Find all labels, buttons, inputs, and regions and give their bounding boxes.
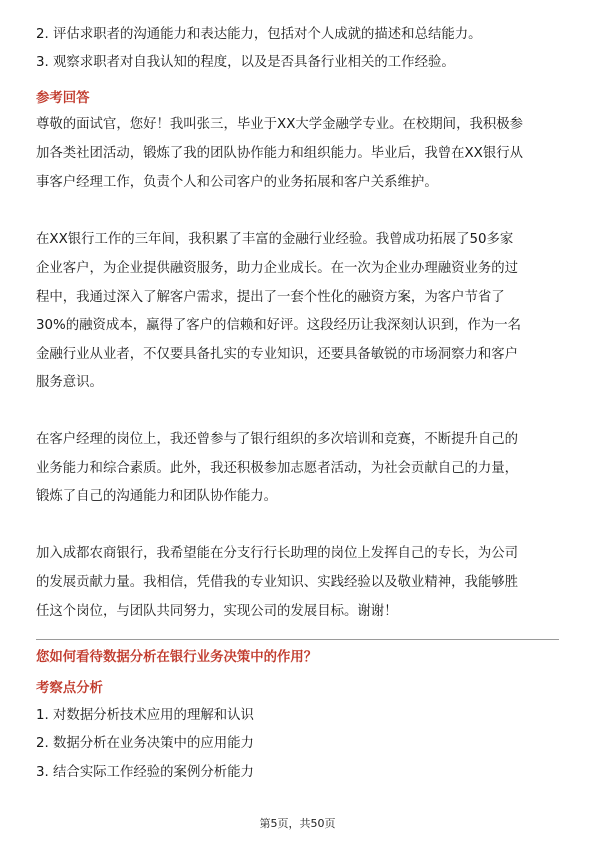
paragraph-line: 加各类社团活动，锻炼了我的团队协作能力和组织能力。毕业后，我曾在XX银行从 bbox=[36, 146, 524, 161]
section-heading: 考察点分析 bbox=[36, 681, 103, 696]
paragraph-line: 程中，我通过深入了解客户需求，提出了一套个性化的融资方案，为客户节省了 bbox=[36, 290, 505, 305]
section-divider bbox=[36, 639, 559, 640]
paragraph-line: 在客户经理的岗位上，我还曾参与了银行组织的多次培训和竞赛，不断提升自己的 bbox=[36, 432, 519, 447]
list-item: 1. 对数据分析技术应用的理解和认识 bbox=[36, 708, 254, 723]
list-item: 2. 数据分析在业务决策中的应用能力 bbox=[36, 736, 254, 751]
list-item: 3. 结合实际工作经验的案例分析能力 bbox=[36, 765, 254, 780]
paragraph-line: 30%的融资成本，赢得了客户的信赖和好评。这段经历让我深刻认识到，作为一名 bbox=[36, 318, 522, 333]
list-item: 3. 观察求职者对自我认知的程度，以及是否具备行业相关的工作经验。 bbox=[36, 55, 455, 70]
paragraph-line: 在XX银行工作的三年间，我积累了丰富的金融行业经验。我曾成功拓展了50多家 bbox=[36, 232, 514, 247]
paragraph-line: 锻炼了自己的沟通能力和团队协作能力。 bbox=[36, 489, 278, 504]
paragraph-line: 企业客户，为企业提供融资服务，助力企业成长。在一次为企业办理融资业务的过 bbox=[36, 261, 519, 276]
paragraph-line: 金融行业从业者，不仅要具备扎实的专业知识，还要具备敏锐的市场洞察力和客户 bbox=[36, 347, 519, 362]
paragraph-line: 事客户经理工作，负责个人和公司客户的业务拓展和客户关系维护。 bbox=[36, 175, 438, 190]
question-title: 您如何看待数据分析在银行业务决策中的作用？ bbox=[36, 650, 318, 665]
paragraph-line: 的发展贡献力量。我相信，凭借我的专业知识、实践经验以及敬业精神，我能够胜 bbox=[36, 575, 519, 590]
paragraph-line: 业务能力和综合素质。此外，我还积极参加志愿者活动，为社会贡献自己的力量， bbox=[36, 461, 519, 476]
paragraph-line: 服务意识。 bbox=[36, 375, 103, 390]
paragraph-line: 任这个岗位，与团队共同努力，实现公司的发展目标。谢谢！ bbox=[36, 604, 398, 619]
page-number: 第5页，共50页 bbox=[259, 817, 336, 830]
section-heading: 参考回答 bbox=[36, 91, 90, 106]
list-item: 2. 评估求职者的沟通能力和表达能力，包括对个人成就的描述和总结能力。 bbox=[36, 27, 482, 42]
paragraph-line: 加入成都农商银行，我希望能在分支行行长助理的岗位上发挥自己的专长，为公司 bbox=[36, 546, 519, 561]
paragraph-line: 尊敬的面试官，您好！我叫张三，毕业于XX大学金融学专业。在校期间，我积极参 bbox=[36, 117, 524, 132]
